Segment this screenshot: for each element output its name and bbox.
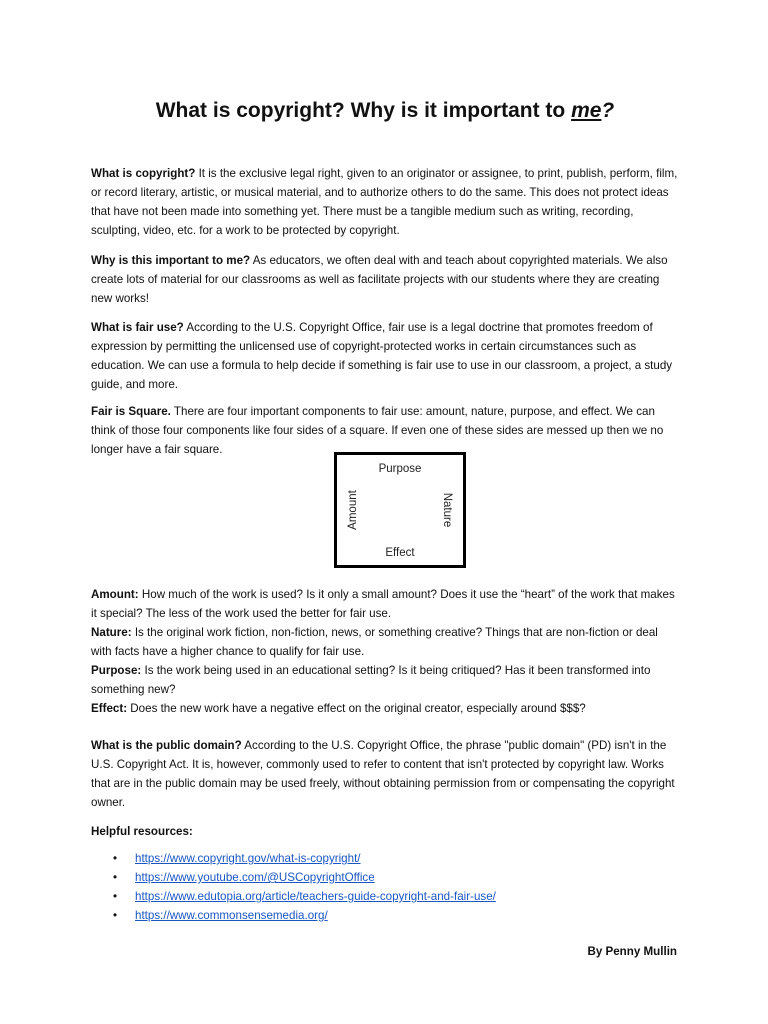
paragraph-what-is-copyright [91,164,679,240]
resources-list [113,849,496,925]
heading-public-domain: What is the public domain? [91,739,242,752]
title-emphasis-word: me [571,99,602,122]
square-label-nature: Nature [441,492,453,528]
heading-what-is-copyright: What is copyright? [91,167,196,180]
resource-link-youtube[interactable]: https://www.youtube.com/@USCopyrightOffice [135,871,375,884]
square-label-amount: Amount [347,490,359,530]
resource-link-edutopia[interactable]: https://www.edutopia.org/article/teachers-guide-copyright-and-fair-use/ [135,890,496,903]
definition-nature [91,623,679,661]
list-item [113,849,496,868]
paragraph-public-domain [91,736,679,812]
body-what-is-copyright: It is the exclusive legal right, given to an originator or assignee, to print, publish, perform, film, or record literary, artistic, or musical material, and to authorize others to do the same. This does not protect ideas that have not been made into something yet. There must be a tangible medium such as writing, recording, sculpting, video, etc. for a work to be protected by copyright. [91,167,678,237]
heading-why-important: Why is this important to me? [91,254,251,267]
title-question-mark: ? [601,99,615,122]
definition-text: Does the new work have a negative effect on the original creator, especially around $$$? [127,702,586,715]
square-label-effect: Effect [385,547,415,559]
definition-term: Nature: [91,626,132,639]
resources-heading: Helpful resources: [91,825,193,838]
body-fair-is-square: There are four important components to fair use: amount, nature, purpose, and effect. We can think of those four components like four sides of a square. If even one of these sides are messed up then we no longer have a fair square. [91,405,664,456]
paragraph-why-important [91,251,679,308]
definition-text: How much of the work is used? Is it only a small amount? Does it use the “heart” of the work that makes it special? The less of the work used the better for fair use. [91,588,675,620]
definition-amount [91,585,679,623]
definition-text: Is the work being used in an educational setting? Is it being critiqued? Has it been transformed into something new? [91,664,651,696]
list-item [113,868,496,887]
title-emphasis [571,99,614,122]
definition-term: Amount: [91,588,139,601]
definition-term: Purpose: [91,664,142,677]
resource-link-commonsense[interactable]: https://www.commonsensemedia.org/ [135,909,328,922]
heading-fair-is-square: Fair is Square. [91,405,171,418]
definition-term: Effect: [91,702,128,715]
definition-purpose [91,661,679,699]
author-byline: By Penny Mullin [587,945,677,958]
list-item [113,906,496,925]
heading-fair-use: What is fair use? [91,321,184,334]
paragraph-fair-is-square [91,402,681,459]
list-item [113,887,496,906]
title-main: What is copyright? Why is it important to [155,99,572,122]
definition-text: Is the original work fiction, non-fiction, news, or something creative? Things that are non-fiction or deal with facts have a higher chance to qualify for fair use. [91,626,658,658]
bullet-icon: • [113,871,118,884]
bullet-icon: • [113,890,118,903]
resource-link-copyright-gov[interactable]: https://www.copyright.gov/what-is-copyright/ [135,852,361,865]
paragraph-fair-use [91,318,679,394]
definition-effect [91,699,679,718]
square-label-purpose: Purpose [378,463,422,475]
page-title [91,97,679,125]
body-fair-use: According to the U.S. Copyright Office, fair use is a legal doctrine that promotes freedom of expression by permitting the unlicensed use of copyright-protected works in certain circumstances such as education. We can use a formula to help decide if something is fair use to use in our classroom, a project, a study guide, and more. [91,321,673,391]
body-why-important: As educators, we often deal with and teach about copyrighted materials. We also create lots of material for our classrooms as well as facilitate projects with our students where they are creating new works! [91,254,668,305]
fair-square-diagram [334,452,466,568]
body-public-domain: According to the U.S. Copyright Office, the phrase "public domain" (PD) isn't in the U.S. Copyright Act. It is, however, commonly used to refer to content that isn't protected by copyright law. Works that are in the public domain may be used freely, without obtaining permission from or compensating the copyright owner. [91,739,675,809]
bullet-icon: • [113,909,118,922]
fair-use-definitions [91,585,679,718]
bullet-icon: • [113,852,118,865]
